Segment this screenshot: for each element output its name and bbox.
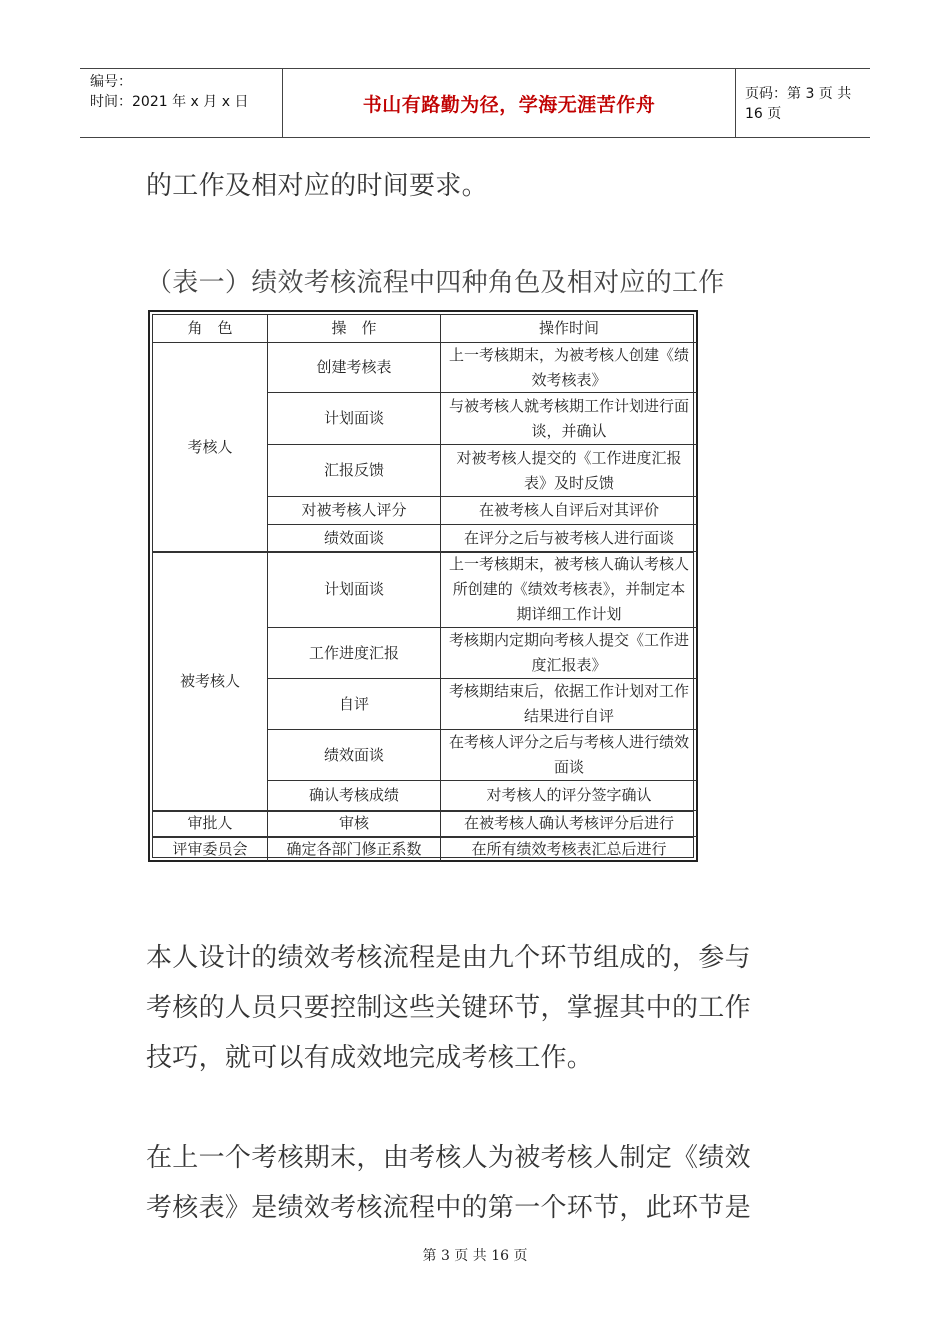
op-cell: 创建考核表 [268, 343, 441, 393]
header-motto: 书山有路勤为径，学海无涯苦作舟 [362, 93, 656, 116]
page-footer: 第 3 页 共 16 页 [422, 1248, 528, 1264]
paragraph-line: 在上一个考核期末，由考核人为被考核人制定《绩效 [146, 1143, 751, 1173]
paragraph-line: 考核的人员只要控制这些关键环节，掌握其中的工作 [146, 993, 751, 1023]
op-cell: 工作进度汇报 [268, 628, 441, 679]
time-cell: 考核期结束后，依据工作计划对工作结果进行自评 [441, 679, 697, 730]
time-cell: 对被考核人提交的《工作进度汇报表》及时反馈 [441, 445, 697, 497]
time-cell: 在被考核人自评后对其评价 [441, 497, 697, 525]
paragraph-line: 技巧，就可以有成效地完成考核工作。 [146, 1043, 594, 1073]
table-caption: （表一）绩效考核流程中四种角色及相对应的工作 [146, 268, 725, 298]
role-cell-approver: 审批人 [153, 811, 268, 837]
op-cell: 绩效面谈 [268, 730, 441, 781]
op-cell: 确定各部门修正系数 [268, 837, 441, 861]
roles-table [148, 310, 698, 862]
paragraph-line: 本人设计的绩效考核流程是由九个环节组成的，参与 [146, 943, 751, 973]
time-cell: 上一考核期末，被考核人确认考核人所创建的《绩效考核表》，并制定本期详细工作计划 [441, 552, 697, 628]
time-cell: 在被考核人确认考核评分后进行 [441, 811, 697, 837]
time-cell: 在考核人评分之后与考核人进行绩效面谈 [441, 730, 697, 781]
op-cell: 确认考核成绩 [268, 781, 441, 811]
header-page-cell [735, 69, 870, 137]
time-cell: 在所有绩效考核表汇总后进行 [471, 839, 667, 858]
text-line-top: 的工作及相对应的时间要求。 [146, 171, 488, 201]
role-cell-reviewer: 考核人 [153, 343, 268, 552]
header-meta [80, 69, 282, 137]
op-cell: 自评 [268, 679, 441, 730]
table-header-time: 操作时间 [441, 315, 697, 343]
header-motto-cell [282, 69, 736, 137]
paragraph-line: 考核表》是绩效考核流程中的第一个环节，此环节是 [146, 1193, 751, 1223]
page-header [80, 68, 870, 138]
number-label: 编号： [90, 74, 132, 90]
table-header-operation: 操 作 [268, 315, 441, 343]
op-cell: 汇报反馈 [268, 445, 441, 497]
time-cell: 上一考核期末，为被考核人创建《绩效考核表》 [441, 343, 697, 393]
header-page-label: 页码：第 3 页 共 16 页 [745, 86, 852, 122]
op-cell: 计划面谈 [268, 552, 441, 628]
op-cell: 绩效面谈 [268, 525, 441, 552]
op-cell: 对被考核人评分 [268, 497, 441, 525]
time-cell: 与被考核人就考核期工作计划进行面谈，并确认 [441, 393, 697, 445]
op-cell: 计划面谈 [268, 393, 441, 445]
table-header-role: 角 色 [153, 315, 268, 343]
time-cell: 考核期内定期向考核人提交《工作进度汇报表》 [441, 628, 697, 679]
role-cell-reviewee: 被考核人 [153, 552, 268, 811]
time-cell: 对考核人的评分签字确认 [441, 781, 697, 811]
op-cell: 审核 [268, 811, 441, 837]
role-cell-committee: 评审委员会 [153, 837, 268, 861]
time-label: 时间：2021 年 x 月 x 日 [90, 94, 249, 110]
time-cell: 在评分之后与被考核人进行面谈 [441, 525, 697, 552]
